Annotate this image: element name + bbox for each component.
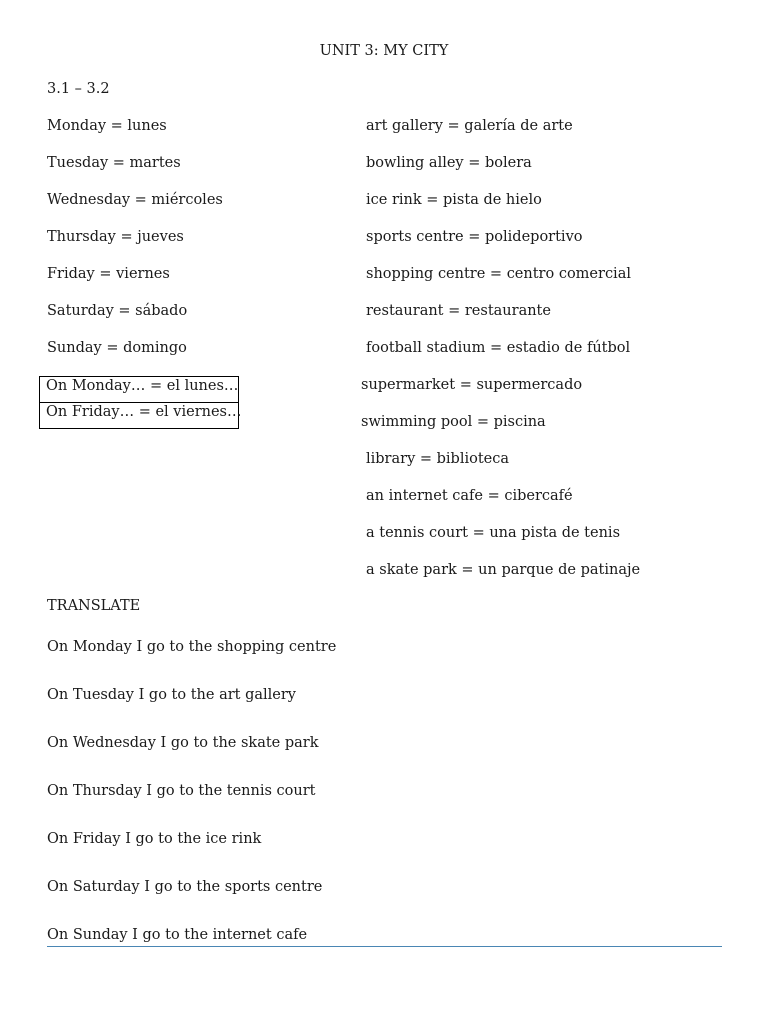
place-item: shopping centre = centro comercial [366, 266, 631, 282]
place-item: ice rink = pista de hielo [366, 192, 542, 208]
place-item: library = biblioteca [366, 451, 510, 467]
sentences-list [47, 638, 336, 974]
places-list [361, 117, 641, 598]
on-day-box [39, 376, 242, 429]
sentence-item: On Monday I go to the shopping centre [47, 639, 337, 655]
place-item: supermarket = supermercado [361, 377, 583, 393]
place-item: bowling alley = bolera [366, 155, 532, 171]
day-item: Saturday = sábado [47, 303, 188, 319]
sentence-item: On Tuesday I go to the art gallery [47, 687, 296, 703]
place-item: restaurant = restaurante [366, 303, 551, 319]
box-row: On Friday… = el viernes… [40, 402, 238, 428]
day-item: Wednesday = miércoles [47, 192, 223, 208]
sentence-item: On Thursday I go to the tennis court [47, 783, 316, 799]
day-item: Sunday = domingo [47, 340, 187, 356]
sentence-item: On Sunday I go to the internet cafe [47, 927, 308, 943]
place-item: sports centre = polideportivo [366, 229, 583, 245]
sentence-item: On Friday I go to the ice rink [47, 831, 262, 847]
place-item: football stadium = estadio de fútbol [366, 340, 631, 356]
place-item: swimming pool = piscina [361, 414, 546, 430]
day-item: Tuesday = martes [47, 155, 181, 171]
section-label: 3.1 – 3.2 [47, 81, 110, 97]
day-item: Friday = viernes [47, 266, 170, 282]
day-item: Monday = lunes [47, 118, 167, 134]
place-item: art gallery = galería de arte [366, 118, 573, 134]
sentence-item: On Wednesday I go to the skate park [47, 735, 319, 751]
sentence-item: On Saturday I go to the sports centre [47, 879, 323, 895]
box-row: On Monday… = el lunes… [46, 378, 239, 394]
bottom-divider [47, 946, 722, 947]
place-item: an internet cafe = cibercafé [366, 488, 573, 504]
place-item: a skate park = un parque de patinaje [366, 562, 641, 578]
translate-heading: TRANSLATE [47, 598, 141, 614]
days-list [47, 117, 223, 376]
page-title: UNIT 3: MY CITY [319, 43, 449, 59]
day-item: Thursday = jueves [47, 229, 184, 245]
place-item: a tennis court = una pista de tenis [366, 525, 621, 541]
